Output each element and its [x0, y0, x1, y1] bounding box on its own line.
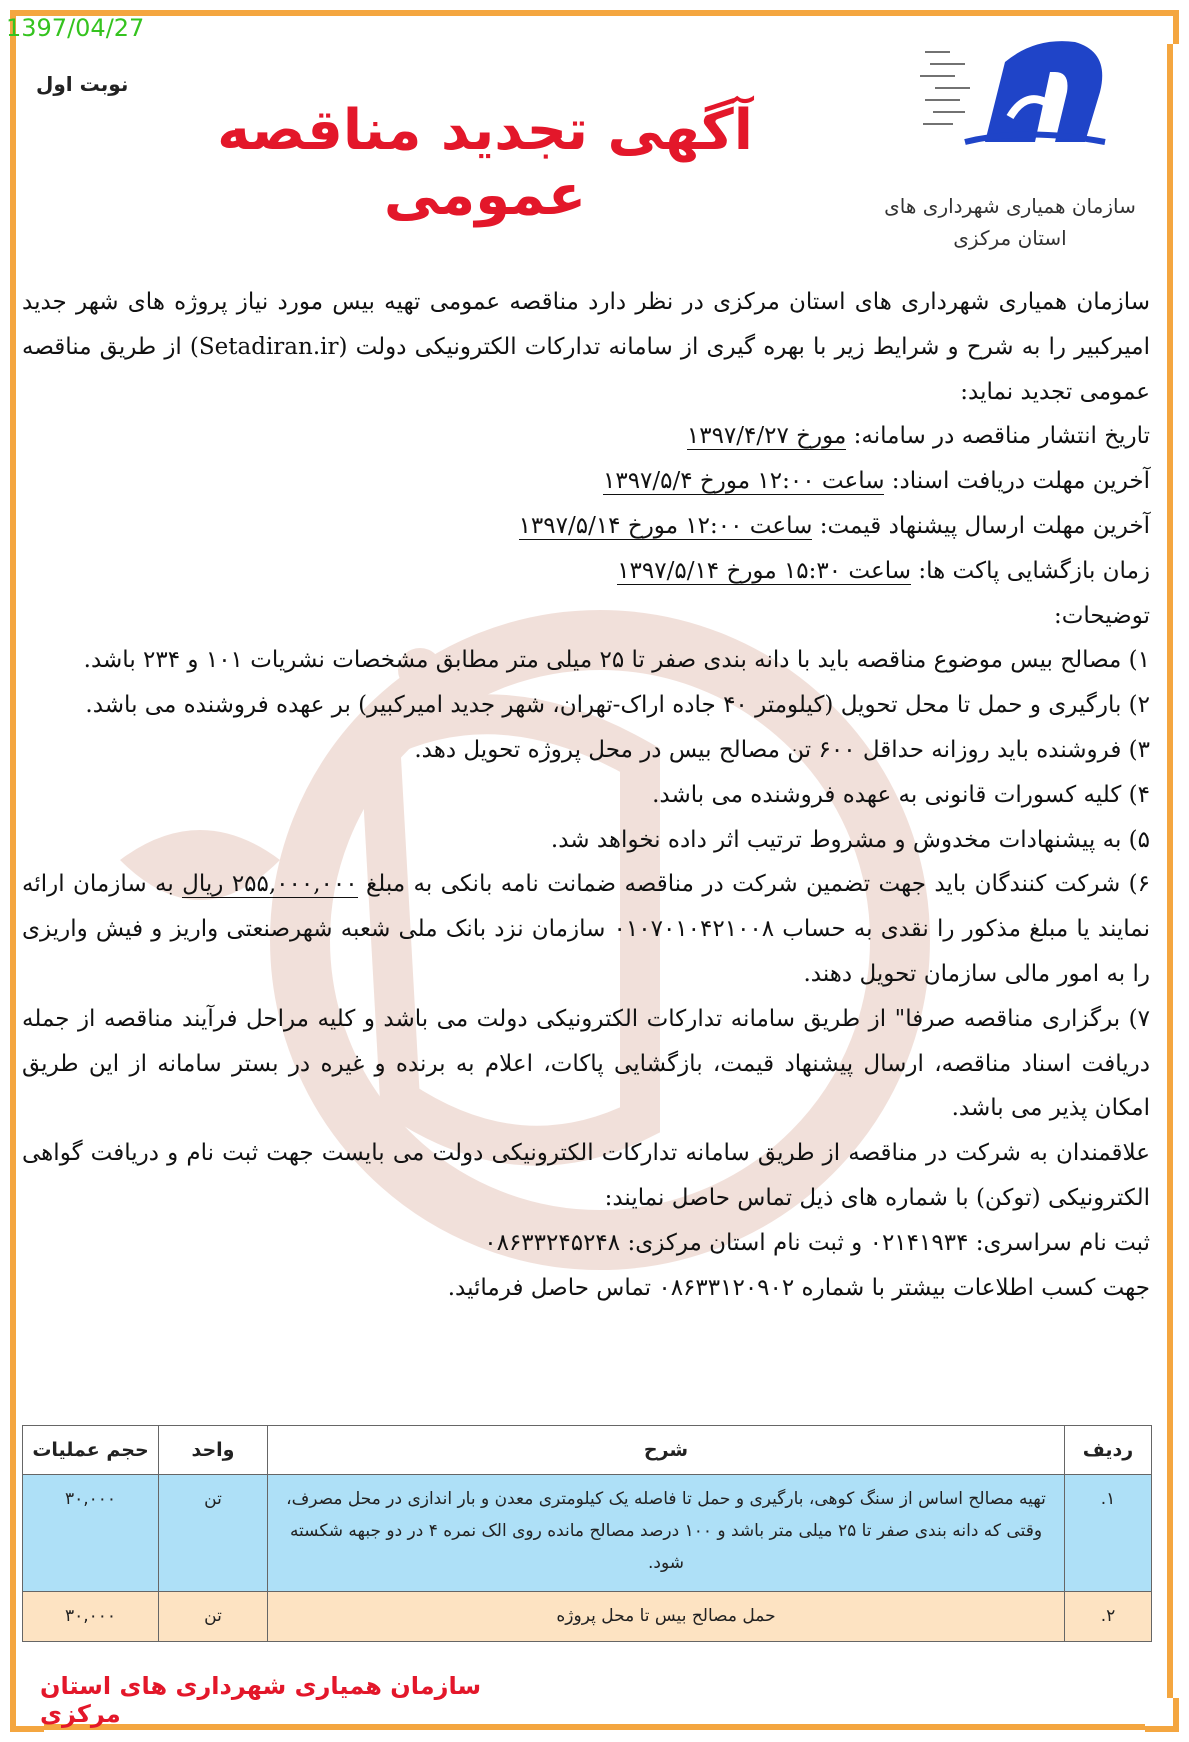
note6-text: ۶) شرکت کنندگان باید جهت تضمین شرکت در مناقصه ضمانت نامه بانکی به مبلغ: [357, 871, 1151, 898]
header-desc: شرح: [268, 1426, 1065, 1475]
schedule-label: آخرین مهلت ارسال پیشنهاد قیمت:: [819, 512, 1150, 539]
schedule-value: ساعت ۱۵:۳۰ مورخ ۱۳۹۷/۵/۱۴: [617, 557, 912, 584]
notes-heading: توضیحات:: [1053, 602, 1150, 629]
schedule-label: زمان بازگشایی پاکت ها:: [918, 557, 1150, 584]
organization-logo-icon: [905, 32, 1120, 157]
note-item: ۴) کلیه کسورات قانونی به عهده فروشنده می باشد.: [652, 781, 1150, 808]
frame-corner: [10, 1698, 44, 1732]
schedule-item: [22, 549, 1150, 594]
intro-paragraph: سازمان همیاری شهرداری های استان مرکزی در نظر دارد مناقصه عمومی تهیه بیس مورد نیاز پروژه های شهر جدید امیرکبیر را به شرح و شرایط زیر با بهره گیری از سامانه تدارکات الکترونیکی دولت (Setadiran.ir) از طریق مناقصه عمومی تجدید نماید:: [22, 289, 1150, 405]
note-item: ۷) برگزاری مناقصه صرفا" از طریق سامانه تدارکات الکترونیکی دولت می باشد و کلیه مراحل فرآیند مناقصه از جمله دریافت اسناد مناقصه، ارسال پیشنهاد قیمت، بازگشایی پاکات، اعلام به برنده و غیره در بستر سامانه از این طریق امکان پذیر می باشد.: [22, 1005, 1150, 1122]
note-item: ۳) فروشنده باید روزانه حداقل ۶۰۰ تن مصالح بیس در محل پروژه تحویل دهد.: [414, 736, 1150, 763]
cell-volume: ۳۰,۰۰۰: [23, 1475, 159, 1592]
items-table: [22, 1425, 1152, 1642]
organization-caption: [880, 190, 1140, 254]
header-unit: واحد: [159, 1426, 268, 1475]
footer-organization: سازمان همیاری شهرداری های استان مرکزی: [40, 1672, 482, 1728]
organization-caption-line: سازمان همیاری شهرداری های: [884, 194, 1136, 218]
table-header-row: [23, 1426, 1152, 1475]
cell-volume: ۳۰,۰۰۰: [23, 1592, 159, 1642]
note-item: ۵) به پیشنهادات مخدوش و مشروط ترتیب اثر داده نخواهد شد.: [550, 826, 1150, 853]
schedule-value: ساعت ۱۲:۰۰ مورخ ۱۳۹۷/۵/۴: [603, 468, 885, 495]
cell-desc: تهیه مصالح اساس از سنگ کوهی، بارگیری و حمل تا فاصله یک کیلومتری معدن و بار اندازی در محل مصرف، وقتی که دانه بندی صفر تا ۲۵ میلی متر باشد و ۱۰۰ درصد مصالح مانده روی الک نمره ۴ در دو جبهه شکسته شود.: [268, 1475, 1065, 1592]
page-title: آگهی تجدید مناقصه عمومی: [217, 98, 753, 228]
header-volume: حجم عملیات: [23, 1426, 159, 1475]
info-contact: جهت کسب اطلاعات بیشتر با شماره ۰۸۶۳۳۱۲۰۹۰۲ تماس حاصل فرمائید.: [447, 1274, 1150, 1301]
publication-round: نوبت اول: [36, 72, 129, 96]
interested-paragraph: علاقمندان به شرکت در مناقصه از طریق سامانه تدارکات الکترونیکی دولت می بایست جهت ثبت نام و دریافت گواهی الکترونیکی (توکن) با شماره های ذیل تماس حاصل نمایند:: [22, 1140, 1150, 1211]
note6-text: به سازمان ارائه نمایند یا مبلغ مذکور را نقدی به حساب ۰۱۰۷۰۱۰۴۲۱۰۰۸ سازمان نزد بانک ملی شعبه شهرصنعتی واریز و فیش واریزی را به امور مالی سازمان تحویل دهند.: [22, 871, 1151, 987]
schedule-item: [22, 459, 1150, 504]
schedule-item: [22, 504, 1150, 549]
schedule-label: تاریخ انتشار مناقصه در سامانه:: [853, 423, 1150, 450]
schedule-item: [22, 414, 1150, 459]
schedule-value: ساعت ۱۲:۰۰ مورخ ۱۳۹۷/۵/۱۴: [518, 512, 813, 539]
header-num: ردیف: [1065, 1426, 1152, 1475]
cell-num: ۲.: [1065, 1592, 1152, 1642]
guarantee-amount: ۲۵۵,۰۰۰,۰۰۰ ریال: [182, 871, 358, 898]
registration-phones: ثبت نام سراسری: ۰۲۱۴۱۹۳۴ و ثبت نام استان مرکزی: ۰۸۶۳۳۲۴۵۲۴۸: [484, 1229, 1150, 1256]
cell-unit: تن: [159, 1475, 268, 1592]
cell-unit: تن: [159, 1592, 268, 1642]
table-row: [23, 1592, 1152, 1642]
announcement-body: [22, 280, 1150, 1310]
date-stamp: 1397/04/27: [6, 14, 145, 42]
schedule-value: مورخ ۱۳۹۷/۴/۲۷: [686, 423, 847, 450]
frame-corner: [1145, 1698, 1179, 1732]
cell-desc: حمل مصالح بیس تا محل پروژه: [268, 1592, 1065, 1642]
frame-corner: [1145, 10, 1179, 44]
note-item: ۱) مصالح بیس موضوع مناقصه باید با دانه بندی صفر تا ۲۵ میلی متر مطابق مشخصات نشریات ۱۰۱ و ۲۳۴ باشد.: [83, 647, 1150, 674]
schedule-label: آخرین مهلت دریافت اسناد:: [891, 468, 1150, 495]
organization-caption-line: استان مرکزی: [953, 226, 1067, 250]
cell-num: ۱.: [1065, 1475, 1152, 1592]
note-item: [22, 862, 1150, 996]
note-item: ۲) بارگیری و حمل تا محل تحویل (کیلومتر ۴۰ جاده اراک-تهران، شهر جدید امیرکبیر) بر عهده فروشنده می باشد.: [85, 692, 1150, 719]
table-row: [23, 1475, 1152, 1592]
